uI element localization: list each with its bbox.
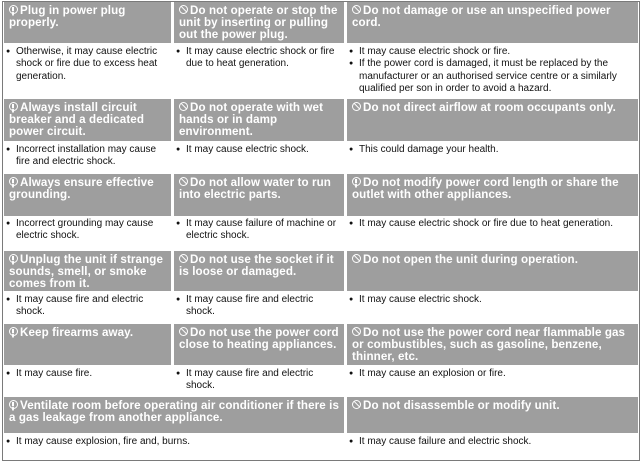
list-item: ● It may cause electric shock or fire due to heat generation. [349,218,636,230]
precaution-title-1-1 [174,99,344,141]
consequence-list [349,144,636,156]
precaution-title-5-1 [347,397,638,433]
precaution-title-5-0 [4,397,344,433]
prohibition-icon [352,254,361,263]
precaution-title-4-2 [347,324,638,365]
list-item: ● It may cause electric shock or fire. [349,46,636,58]
precaution-title-text: Do not direct airflow at room occupants only. [363,101,616,114]
consequence-list [176,144,342,156]
precaution-consequence-1-1 [176,144,342,174]
precaution-title-text: Do not operate with wet hands or in damp environment. [179,101,324,138]
precaution-consequence-0-2 [349,46,636,99]
consequence-list [176,46,342,71]
precaution-title-text: Do not use the power cord close to heating appliances. [179,326,339,351]
consequence-list [349,46,636,95]
precaution-consequence-2-0 [6,218,169,250]
prohibition-icon [179,102,188,111]
precaution-consequence-3-1 [176,294,342,323]
precaution-title-text: Do not open the unit during operation. [363,253,579,266]
precaution-title-0-1 [174,2,344,43]
precaution-consequence-5-0 [6,436,342,462]
list-item: ● It may cause failure of machine or electric shock. [176,218,342,243]
exclamation-circle-icon [9,254,18,263]
list-item: ● This could damage your health. [349,144,636,156]
list-item: ● It may cause fire and electric shock. [176,294,342,319]
precaution-title-text: Plug in power plug properly. [9,4,126,29]
table-border-bottom [2,460,639,461]
precaution-title-4-1 [174,324,344,365]
list-item: ● It may cause explosion, fire and, burns. [6,436,342,448]
precaution-title-text: Do not use the power cord near flammable gas or combustibles, such as gasoline, benzene, thinner, etc. [352,326,626,363]
precaution-title-3-0 [4,251,171,291]
prohibition-icon [352,102,361,111]
precaution-title-text: Do not damage or use an unspecified power cord. [352,4,611,29]
precaution-title-0-0 [4,2,171,43]
list-item: ● It may cause fire and electric shock. [176,368,342,393]
precaution-title-3-1 [174,251,344,291]
precaution-title-text: Do not modify power cord length or share the outlet with other appliances. [352,176,619,201]
precaution-consequence-1-0 [6,144,169,174]
precaution-consequence-2-2 [349,218,636,250]
consequence-list [176,294,342,319]
list-item: ● Incorrect grounding may cause electric shock. [6,218,169,243]
prohibition-icon [179,327,188,336]
consequence-list [6,436,342,448]
precaution-title-2-1 [174,174,344,216]
consequence-list [6,46,169,83]
prohibition-icon [352,400,361,409]
consequence-list [6,144,169,169]
precaution-consequence-1-2 [349,144,636,174]
precaution-title-3-2 [347,251,638,291]
precaution-title-2-2 [347,174,638,216]
consequence-list [6,368,169,380]
prohibition-icon [352,327,361,336]
prohibition-icon [179,254,188,263]
consequence-list [176,218,342,243]
list-item: ● It may cause an explosion or fire. [349,368,636,380]
list-item: ● It may cause electric shock or fire due to heat generation. [176,46,342,71]
exclamation-circle-icon [9,177,18,186]
precaution-consequence-4-1 [176,368,342,397]
prohibition-icon [179,177,188,186]
list-item: ● It may cause electric shock. [349,294,636,306]
consequence-list [349,368,636,380]
prohibition-icon [179,5,188,14]
list-item: ● It may cause failure and electric shock. [349,436,636,448]
precaution-title-text: Always ensure effective grounding. [9,176,154,201]
consequence-list [176,368,342,393]
list-item: ● It may cause fire and electric shock. [6,294,169,319]
consequence-list [349,218,636,230]
precaution-title-2-0 [4,174,171,216]
list-item: ● It may cause electric shock. [176,144,342,156]
exclamation-circle-icon [9,5,18,14]
precaution-title-1-2 [347,99,638,141]
exclamation-circle-icon [352,177,361,186]
precaution-title-text: Always install circuit breaker and a dedicated power circuit. [9,101,145,138]
precaution-title-0-2 [347,2,638,43]
consequence-list [6,294,169,319]
exclamation-circle-icon [9,102,18,111]
precaution-title-text: Do not use the socket if it is loose or damaged. [179,253,334,278]
precaution-consequence-4-0 [6,368,169,397]
list-item: ● Incorrect installation may cause fire and electric shock. [6,144,169,169]
precaution-title-text: Do not disassemble or modify unit. [363,399,560,412]
precaution-title-text: Do not allow water to run into electric parts. [179,176,331,201]
precaution-consequence-3-0 [6,294,169,323]
prohibition-icon [352,5,361,14]
list-item: ● Otherwise, it may cause electric shock or fire due to excess heat generation. [6,46,169,83]
precaution-title-text: Unplug the unit if strange sounds, smell, or smoke comes from it. [9,253,164,290]
list-item: ● If the power cord is damaged, it must be replaced by the manufacturer or an authorised service centre or a similarly qualified per son in order to avoid a hazard. [349,58,636,95]
precaution-title-text: Keep firearms away. [20,326,134,339]
precaution-title-1-0 [4,99,171,141]
precaution-consequence-0-1 [176,46,342,99]
precaution-consequence-2-1 [176,218,342,250]
consequence-list [349,436,636,448]
precaution-consequence-4-2 [349,368,636,397]
consequence-list [349,294,636,306]
precaution-consequence-3-2 [349,294,636,323]
precaution-title-4-0 [4,324,171,365]
table-border-top [2,1,639,2]
precaution-title-text: Ventilate room before operating air conditioner if there is a gas leakage from another appliance. [9,399,339,424]
list-item: ● It may cause fire. [6,368,169,380]
exclamation-circle-icon [9,400,18,409]
precaution-consequence-5-1 [349,436,636,462]
precaution-title-text: Do not operate or stop the unit by inserting or pulling out the power plug. [179,4,338,41]
table-border-right [639,1,640,461]
table-border-left [2,1,3,461]
consequence-list [6,218,169,243]
exclamation-circle-icon [9,327,18,336]
precaution-consequence-0-0 [6,46,169,99]
